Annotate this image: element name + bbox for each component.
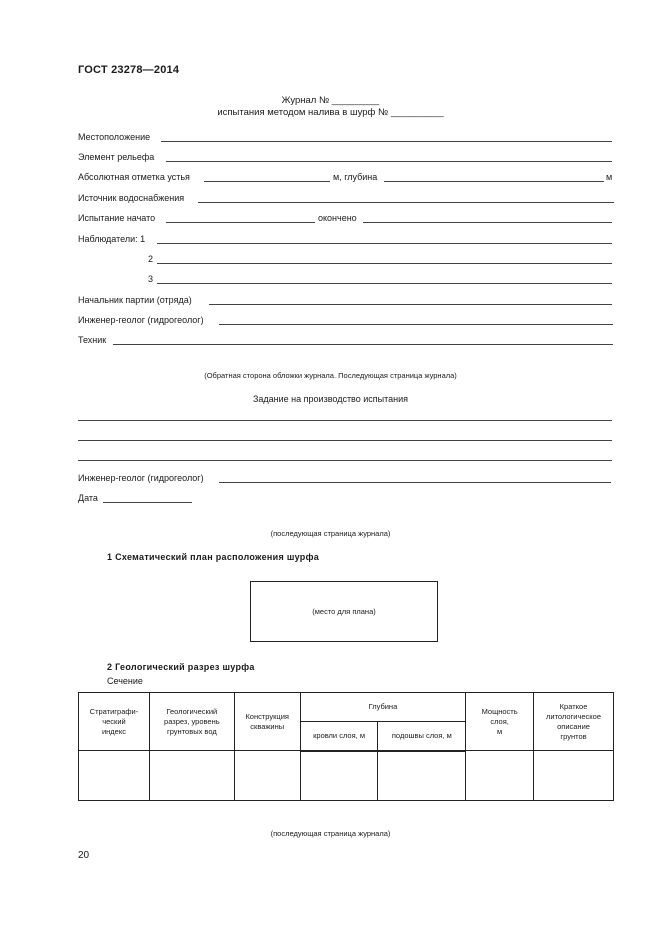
task-line-2[interactable] — [78, 440, 612, 441]
test-end-line[interactable] — [363, 222, 612, 223]
relief-line[interactable] — [166, 161, 612, 162]
table-cell[interactable] — [534, 751, 614, 801]
engineer-line[interactable] — [219, 324, 613, 325]
water-source-label: Источник водоснабжения — [78, 193, 185, 203]
observers-label: Наблюдатели: 1 — [78, 234, 146, 244]
task-engineer-line[interactable] — [219, 482, 611, 483]
section-2-title: 2 Геологический разрез шурфа — [107, 662, 255, 672]
header-strat-index: Стратиграфи- ческий индекс — [79, 693, 150, 751]
observer-1-line[interactable] — [157, 243, 612, 244]
party-chief-label: Начальник партии (отряда) — [78, 295, 192, 305]
water-source-line[interactable] — [198, 202, 614, 203]
back-cover-note: (Обратная сторона обложки журнала. Последующая страница журнала) — [204, 371, 457, 380]
observer-2-label: 2 — [148, 254, 154, 264]
observer-3-line[interactable] — [157, 283, 612, 284]
section-2-subtitle: Сечение — [107, 676, 143, 686]
table-cell[interactable] — [466, 751, 534, 801]
test-start-line[interactable] — [166, 222, 315, 223]
next-page-note-2: (последующая страница журнала) — [270, 829, 391, 838]
test-end-label: окончено — [318, 213, 357, 223]
header-depth-bottom: подошвы слоя, м — [378, 722, 466, 751]
table-row — [79, 751, 614, 801]
test-start-label: Испытание начато — [78, 213, 156, 223]
location-label: Местоположение — [78, 132, 151, 142]
task-line-1[interactable] — [78, 420, 612, 421]
location-line[interactable] — [161, 141, 612, 142]
header-depth: Глубина — [300, 693, 466, 722]
section-1-title: 1 Схематический план расположения шурфа — [107, 552, 320, 562]
journal-title-line2: испытания методом налива в шурф № __________ — [217, 107, 444, 118]
task-engineer-label: Инженер-геолог (гидрогеолог) — [78, 473, 204, 483]
technician-label: Техник — [78, 335, 107, 345]
observer-2-line[interactable] — [157, 263, 612, 264]
date-line[interactable] — [103, 502, 192, 503]
plan-placeholder-box[interactable] — [250, 581, 438, 642]
header-description: Краткое литологическое описание грунтов — [534, 693, 614, 751]
header-well-construction: Конструкция скважины — [234, 693, 300, 751]
table-cell[interactable] — [378, 751, 466, 801]
observer-3-label: 3 — [148, 274, 154, 284]
task-title: Задание на производство испытания — [252, 394, 409, 404]
abs-mark-line[interactable] — [204, 181, 330, 182]
technician-line[interactable] — [113, 344, 613, 345]
task-line-3[interactable] — [78, 460, 612, 461]
table-cell[interactable] — [300, 751, 378, 801]
next-page-note-1: (последующая страница журнала) — [270, 529, 391, 538]
table-cell[interactable] — [234, 751, 300, 801]
table-cell[interactable] — [79, 751, 150, 801]
relief-label: Элемент рельефа — [78, 152, 155, 162]
plan-placeholder-text: (место для плана) — [312, 607, 376, 616]
header-geo-section: Геологический разрез, уровень грунтовых вод — [149, 693, 234, 751]
depth-line[interactable] — [384, 181, 604, 182]
date-label: Дата — [78, 493, 98, 503]
journal-title-line1: Журнал № _________ — [281, 95, 380, 106]
page-number: 20 — [78, 850, 90, 861]
table-cell[interactable] — [149, 751, 234, 801]
engineer-label: Инженер-геолог (гидрогеолог) — [78, 315, 204, 325]
geological-section-table — [78, 692, 614, 801]
abs-mark-label: Абсолютная отметка устья — [78, 172, 190, 182]
header-depth-top: кровли слоя, м — [300, 722, 378, 751]
party-chief-line[interactable] — [209, 304, 612, 305]
header-thickness: Мощность слоя, м — [466, 693, 534, 751]
depth-unit: м — [606, 172, 613, 182]
depth-label: м, глубина — [333, 172, 378, 182]
document-header: ГОСТ 23278—2014 — [78, 64, 180, 76]
